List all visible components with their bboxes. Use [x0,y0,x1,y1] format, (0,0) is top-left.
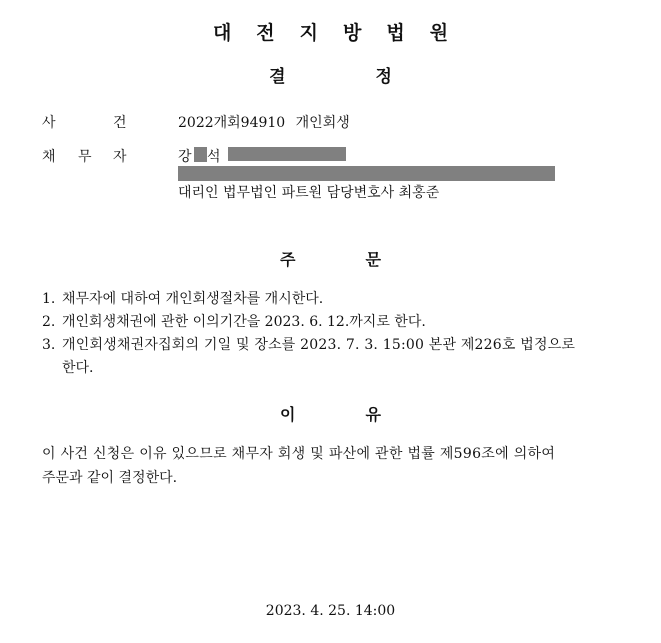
order-item-number: 3. [42,337,56,353]
order-item-2 [42,311,426,331]
debtor-label-2: 무 [78,149,92,165]
order-item-text: 개인회생채권자집회의 기일 및 장소를 2023. 7. 3. 15:00 본관 제226호 법정으로 [62,337,576,353]
order-item-3 [42,334,575,354]
order-item-number: 2. [42,314,56,330]
order-heading: 주문 [280,250,451,269]
order-item-text: 개인회생채권에 관한 이의기간을 2023. 6. 12.까지로 한다. [62,314,426,330]
debtor-name-first: 강 [178,149,192,165]
debtor-label-1: 채 [42,149,56,165]
case-label-second: 건 [113,115,127,131]
debtor-name-last: 석 [207,149,221,165]
case-number: 2022개회94910 개인회생 [178,115,350,131]
order-item-3-continuation: 한다. [62,360,94,376]
reason-line-1: 이 사건 신청은 이유 있으므로 채무자 회생 및 파산에 관한 법률 제596조에 의하여 [42,446,556,462]
debtor-agent: 대리인 법무법인 파트원 담당변호사 최홍준 [178,185,440,201]
redaction-address-2 [178,166,555,181]
reason-heading: 이유 [280,405,451,424]
court-name: 대전지방법원 [212,22,474,44]
decision-date: 2023. 4. 25. 14:00 [265,603,396,619]
reason-line-2: 주문과 같이 결정한다. [42,470,178,486]
order-item-1 [42,288,323,308]
order-item-text: 채무자에 대하여 개인회생절차를 개시한다. [62,291,324,307]
document-type: 결정 [269,67,482,87]
redaction-address-1 [228,147,346,161]
debtor-label-3: 자 [113,149,127,165]
redaction-name [194,147,207,162]
order-item-number: 1. [42,291,56,307]
case-label-first: 사 [42,115,56,131]
